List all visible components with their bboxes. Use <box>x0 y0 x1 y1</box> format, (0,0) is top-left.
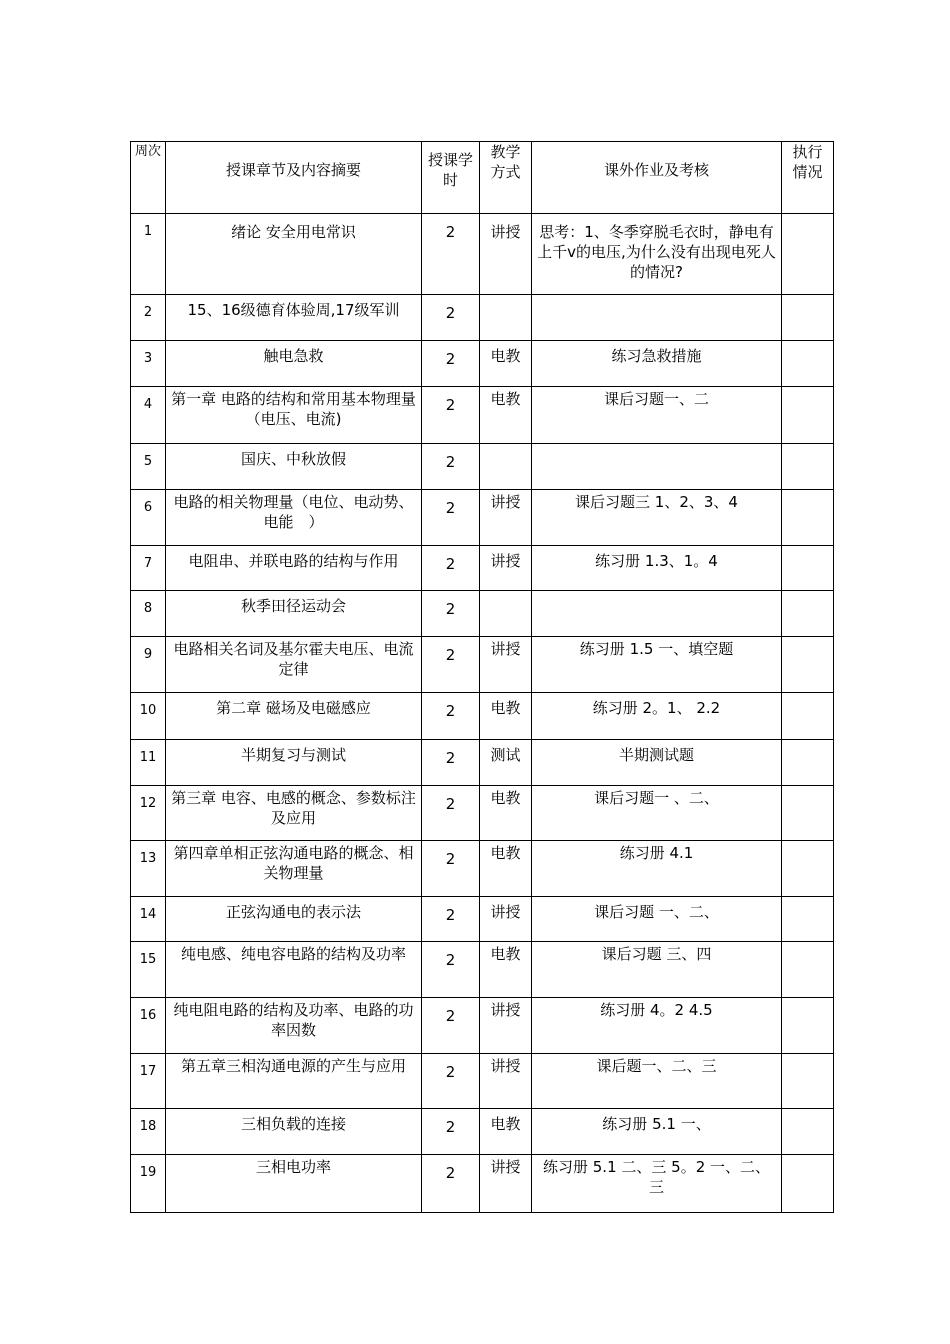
header-week: 周次 <box>131 142 166 214</box>
status-cell <box>782 841 834 897</box>
week-cell: 13 <box>131 841 166 897</box>
content-cell: 三相负载的连接 <box>166 1109 422 1155</box>
content-cell: 纯电感、纯电容电路的结构及功率 <box>166 942 422 998</box>
table-row <box>131 1155 834 1213</box>
week-cell: 12 <box>131 786 166 841</box>
homework-cell: 课后习题一 、二、 <box>532 786 782 841</box>
table-row <box>131 637 834 693</box>
content-cell: 半期复习与测试 <box>166 740 422 786</box>
hours-cell: 2 <box>422 214 480 295</box>
week-cell: 4 <box>131 387 166 444</box>
method-cell: 测试 <box>480 740 532 786</box>
method-cell <box>480 295 532 341</box>
homework-cell: 练习册 5.1 二、三 5。2 一、二、三 <box>532 1155 782 1213</box>
homework-cell: 课后题一、二、三 <box>532 1054 782 1109</box>
method-cell <box>480 444 532 490</box>
hours-cell: 2 <box>422 942 480 998</box>
hours-cell: 2 <box>422 387 480 444</box>
homework-cell: 练习急救措施 <box>532 341 782 387</box>
table-row <box>131 1054 834 1109</box>
status-cell <box>782 490 834 546</box>
status-cell <box>782 341 834 387</box>
content-cell: 绪论 安全用电常识 <box>166 214 422 295</box>
status-cell <box>782 897 834 942</box>
status-cell <box>782 444 834 490</box>
status-cell <box>782 693 834 740</box>
status-cell <box>782 1054 834 1109</box>
table-row <box>131 1109 834 1155</box>
week-cell: 17 <box>131 1054 166 1109</box>
status-cell <box>782 546 834 591</box>
hours-cell: 2 <box>422 1155 480 1213</box>
method-cell: 电教 <box>480 1109 532 1155</box>
header-row <box>131 142 834 214</box>
table-row <box>131 740 834 786</box>
homework-cell: 练习册 2。1、 2.2 <box>532 693 782 740</box>
content-cell: 正弦沟通电的表示法 <box>166 897 422 942</box>
content-cell: 第四章单相正弦沟通电路的概念、相关物理量 <box>166 841 422 897</box>
hours-cell: 2 <box>422 295 480 341</box>
hours-cell: 2 <box>422 740 480 786</box>
teaching-schedule-table <box>130 141 834 1213</box>
week-cell: 6 <box>131 490 166 546</box>
hours-cell: 2 <box>422 693 480 740</box>
homework-cell: 思考：1、冬季穿脱毛衣时，静电有上千v的电压,为什么没有出现电死人的情况? <box>532 214 782 295</box>
method-cell: 电教 <box>480 786 532 841</box>
content-cell: 第五章三相沟通电源的产生与应用 <box>166 1054 422 1109</box>
method-cell: 电教 <box>480 341 532 387</box>
content-cell: 第三章 电容、电感的概念、参数标注及应用 <box>166 786 422 841</box>
homework-cell: 课后习题三 1、2、3、4 <box>532 490 782 546</box>
content-cell: 纯电阻电路的结构及功率、电路的功率因数 <box>166 998 422 1054</box>
hours-cell: 2 <box>422 490 480 546</box>
method-cell: 讲授 <box>480 1155 532 1213</box>
hours-cell: 2 <box>422 637 480 693</box>
week-cell: 19 <box>131 1155 166 1213</box>
method-cell: 讲授 <box>480 214 532 295</box>
table-row <box>131 942 834 998</box>
week-cell: 9 <box>131 637 166 693</box>
hours-cell: 2 <box>422 1109 480 1155</box>
homework-cell: 练习册 5.1 一、 <box>532 1109 782 1155</box>
week-cell: 1 <box>131 214 166 295</box>
homework-cell <box>532 444 782 490</box>
content-cell: 触电急救 <box>166 341 422 387</box>
method-cell: 讲授 <box>480 998 532 1054</box>
table-row <box>131 786 834 841</box>
table-row <box>131 693 834 740</box>
week-cell: 16 <box>131 998 166 1054</box>
hours-cell: 2 <box>422 591 480 637</box>
header-status: 执行情况 <box>782 142 834 214</box>
hours-cell: 2 <box>422 341 480 387</box>
homework-cell <box>532 295 782 341</box>
table-row <box>131 341 834 387</box>
table-row <box>131 841 834 897</box>
method-cell: 讲授 <box>480 546 532 591</box>
header-hours: 授课学时 <box>422 142 480 214</box>
table-row <box>131 998 834 1054</box>
content-cell: 三相电功率 <box>166 1155 422 1213</box>
method-cell: 讲授 <box>480 490 532 546</box>
table-row <box>131 387 834 444</box>
status-cell <box>782 740 834 786</box>
homework-cell: 练习册 4。2 4.5 <box>532 998 782 1054</box>
week-cell: 15 <box>131 942 166 998</box>
hours-cell: 2 <box>422 897 480 942</box>
status-cell <box>782 998 834 1054</box>
method-cell <box>480 591 532 637</box>
content-cell: 第一章 电路的结构和常用基本物理量（电压、电流) <box>166 387 422 444</box>
table-row <box>131 444 834 490</box>
week-cell: 18 <box>131 1109 166 1155</box>
week-cell: 7 <box>131 546 166 591</box>
hours-cell: 2 <box>422 1054 480 1109</box>
method-cell: 电教 <box>480 387 532 444</box>
homework-cell: 练习册 1.5 一、填空题 <box>532 637 782 693</box>
status-cell <box>782 1109 834 1155</box>
status-cell <box>782 387 834 444</box>
week-cell: 10 <box>131 693 166 740</box>
table-row <box>131 214 834 295</box>
content-cell: 第二章 磁场及电磁感应 <box>166 693 422 740</box>
content-cell: 电路的相关物理量（电位、电动势、电能 ） <box>166 490 422 546</box>
status-cell <box>782 637 834 693</box>
header-method: 教学方式 <box>480 142 532 214</box>
week-cell: 8 <box>131 591 166 637</box>
content-cell: 国庆、中秋放假 <box>166 444 422 490</box>
week-cell: 11 <box>131 740 166 786</box>
method-cell: 电教 <box>480 693 532 740</box>
status-cell <box>782 591 834 637</box>
hours-cell: 2 <box>422 444 480 490</box>
status-cell <box>782 1155 834 1213</box>
content-cell: 15、16级德育体验周,17级军训 <box>166 295 422 341</box>
hours-cell: 2 <box>422 998 480 1054</box>
method-cell: 讲授 <box>480 1054 532 1109</box>
table-row <box>131 897 834 942</box>
status-cell <box>782 214 834 295</box>
content-cell: 电路相关名词及基尔霍夫电压、电流定律 <box>166 637 422 693</box>
homework-cell: 练习册 1.3、1。4 <box>532 546 782 591</box>
hours-cell: 2 <box>422 546 480 591</box>
homework-cell: 课后习题一、二 <box>532 387 782 444</box>
hours-cell: 2 <box>422 786 480 841</box>
content-cell: 电阻串、并联电路的结构与作用 <box>166 546 422 591</box>
table-row <box>131 490 834 546</box>
homework-cell: 课后习题 三、四 <box>532 942 782 998</box>
method-cell: 电教 <box>480 942 532 998</box>
method-cell: 电教 <box>480 841 532 897</box>
week-cell: 14 <box>131 897 166 942</box>
status-cell <box>782 786 834 841</box>
header-content: 授课章节及内容摘要 <box>166 142 422 214</box>
table-row <box>131 546 834 591</box>
homework-cell: 课后习题 一、二、 <box>532 897 782 942</box>
method-cell: 讲授 <box>480 637 532 693</box>
header-homework: 课外作业及考核 <box>532 142 782 214</box>
week-cell: 2 <box>131 295 166 341</box>
week-cell: 3 <box>131 341 166 387</box>
content-cell: 秋季田径运动会 <box>166 591 422 637</box>
homework-cell: 半期测试题 <box>532 740 782 786</box>
homework-cell <box>532 591 782 637</box>
hours-cell: 2 <box>422 841 480 897</box>
status-cell <box>782 295 834 341</box>
table-row <box>131 591 834 637</box>
status-cell <box>782 942 834 998</box>
week-cell: 5 <box>131 444 166 490</box>
homework-cell: 练习册 4.1 <box>532 841 782 897</box>
table-row <box>131 295 834 341</box>
method-cell: 讲授 <box>480 897 532 942</box>
